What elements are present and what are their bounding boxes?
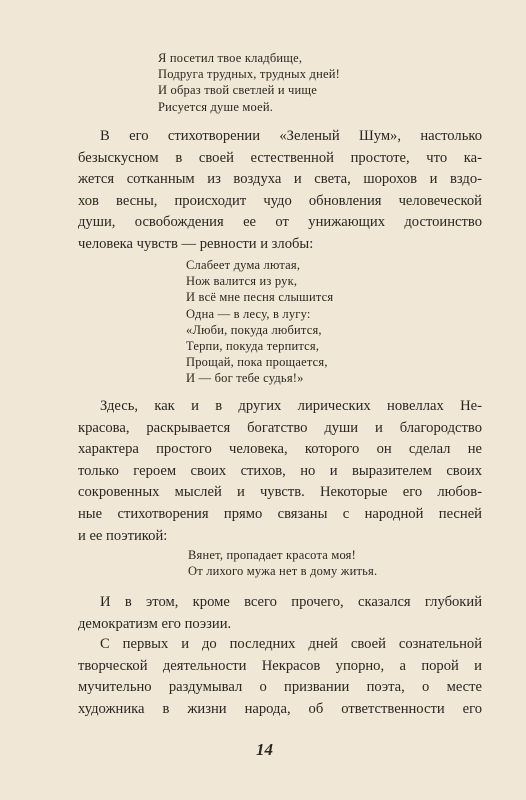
- verse-line: «Люби, покуда любится,: [186, 322, 322, 337]
- text-line: демократизм его поэзии.: [78, 615, 232, 632]
- text-line: безыскусном в своей естественной простоте, что ка-: [78, 149, 482, 166]
- verse-line: Я посетил твое кладбище,: [158, 51, 303, 65]
- verse-line: Вянет, пропадает красота моя!: [188, 548, 356, 562]
- text-line: художника в жизни народа, об ответственности его: [78, 700, 482, 717]
- verse-line: От лихого мужа нет в дому житья.: [188, 564, 378, 579]
- verse-line: И образ твой светлей и чище: [158, 83, 318, 98]
- verse-line: Нож валится из рук,: [186, 274, 298, 289]
- verse-line: Рисуется душе моей.: [158, 99, 274, 114]
- text-line: души, освобождения ее от унижающих достоинство: [78, 214, 482, 231]
- page-number: 14: [256, 740, 273, 759]
- verse-line: И всё мне песня слышится: [186, 290, 334, 305]
- verse-line: Слабеет дума лютая,: [186, 258, 301, 272]
- text-line: хов весны, происходит чудо обновления человеческой: [78, 192, 482, 209]
- verse-line: Подруга трудных, трудных дней!: [158, 67, 340, 82]
- text-line: и ее поэтикой:: [78, 527, 168, 544]
- text-line: творческой деятельности Некрасов упорно, а порой и: [78, 657, 482, 674]
- text-line: только героем своих стихов, но и выразителем своих: [78, 462, 482, 479]
- verse-line: И — бог тебе судья!»: [186, 371, 304, 386]
- verse-vyanet: [188, 547, 377, 579]
- text-line: человека чувств — ревности и злобы:: [78, 235, 314, 252]
- text-line: В его стихотворении «Зеленый Шум», настолько: [100, 128, 482, 144]
- paragraph-prizvanie: [78, 634, 482, 720]
- paragraph-novelly: [78, 396, 482, 547]
- text-line: сокровенных мыслей и чувств. Некоторые его любов-: [78, 484, 482, 501]
- text-line: Здесь, как и в других лирических новеллах Не-: [100, 398, 482, 414]
- verse-line: Одна — в лесу, в лугу:: [186, 306, 311, 321]
- text-line: жется сотканным из воздуха и света, шорохов и вздо-: [78, 171, 482, 188]
- paragraph-demokratizm: [78, 592, 482, 635]
- verse-line: Терпи, покуда терпится,: [186, 339, 320, 354]
- verse-kladbishche: [158, 50, 340, 115]
- text-line: мучительно раздумывал о призвании поэта, о месте: [78, 679, 482, 696]
- verse-line: Прощай, пока прощается,: [186, 355, 328, 370]
- text-line: И в этом, кроме всего прочего, сказался глубокий: [100, 594, 482, 610]
- text-line: С первых и до последних дней своей сознательной: [100, 636, 482, 652]
- text-line: ные стихотворения прямо связаны с народной песней: [78, 505, 482, 522]
- paragraph-zeleny-shum: [78, 126, 482, 256]
- text-line: красова, раскрывается богатство души и благородство: [78, 419, 482, 436]
- text-line: характера простого человека, которого он сделал не: [78, 441, 482, 458]
- verse-zeleny-shum: [186, 257, 333, 387]
